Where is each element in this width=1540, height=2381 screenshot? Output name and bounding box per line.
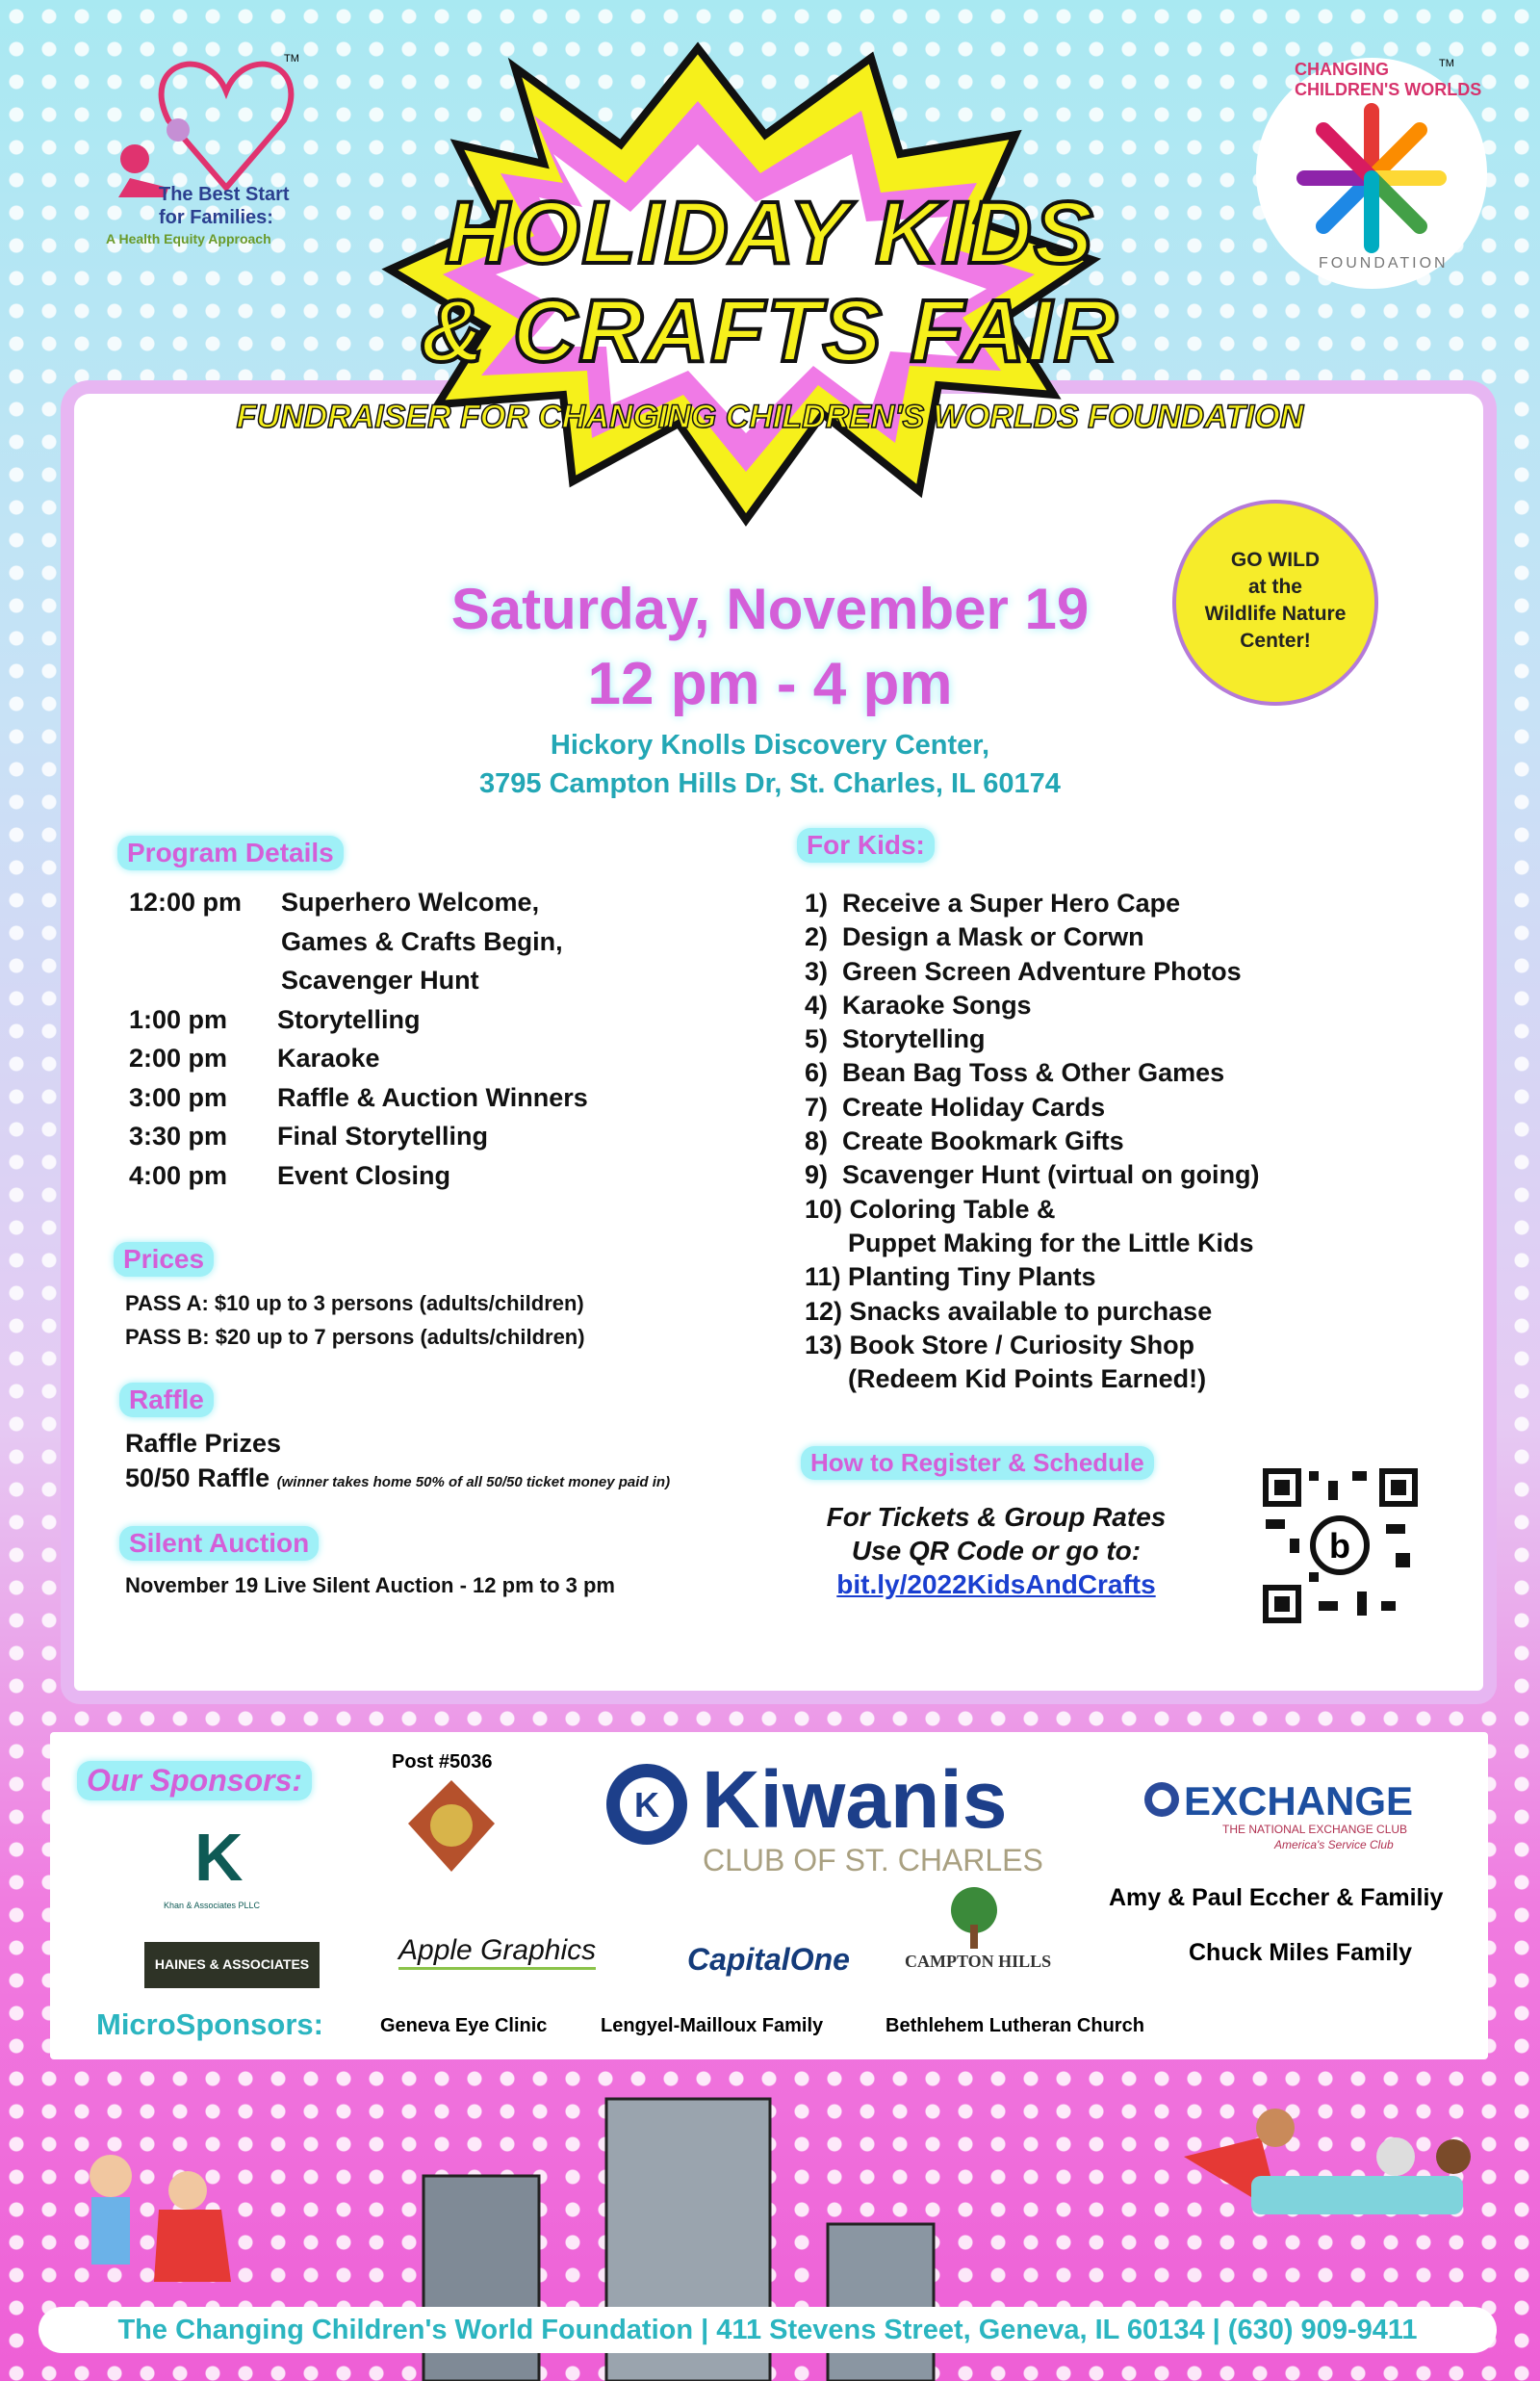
tm-mark: TM: [284, 53, 299, 65]
kiwanis-emblem-icon: [603, 1761, 690, 1848]
schedule-activity: Scavenger Hunt: [281, 966, 479, 995]
event-address: 3795 Campton Hills Dr, St. Charles, IL 60174: [479, 768, 1061, 799]
schedule-time: 3:30 pm: [129, 1122, 228, 1151]
microsponsor: Lengyel-Mailloux Family: [601, 2015, 824, 2036]
schedule-activity: Storytelling: [277, 1004, 421, 1034]
superhero-kids-icon: [43, 2137, 236, 2291]
superhero-family-icon: [1174, 2099, 1492, 2291]
pass-a: PASS A: $10 up to 3 persons (adults/children): [125, 1291, 584, 1315]
sponsors-panel: [50, 1732, 1488, 2059]
register-line2: Use QR Code or go to:: [851, 1536, 1142, 1566]
exchange-sub1: THE NATIONAL EXCHANGE CLUB: [1222, 1823, 1408, 1836]
schedule-activity: Raffle & Auction Winners: [277, 1082, 588, 1112]
apple-graphics-logo: Apple Graphics: [398, 1934, 596, 1970]
kids-list: [805, 889, 1260, 1398]
event-date: Saturday, November 19: [450, 577, 1090, 641]
auction-line: November 19 Live Silent Auction - 12 pm to 3 pm: [125, 1573, 615, 1597]
schedule-activity: Superhero Welcome,: [281, 888, 540, 917]
ccwf-foundation: FOUNDATION: [1319, 255, 1449, 272]
kids-item: 7) Create Holiday Cards: [805, 1092, 1106, 1122]
program-heading: Program Details: [117, 836, 344, 870]
best-start-line2: for Families:: [159, 207, 273, 228]
exchange-sub2: America's Service Club: [1274, 1838, 1394, 1851]
register-link[interactable]: bit.ly/2022KidsAndCrafts: [836, 1569, 1156, 1599]
kids-heading: For Kids:: [797, 828, 935, 863]
kids-item: Puppet Making for the Little Kids: [805, 1228, 1254, 1257]
kids-item: 9) Scavenger Hunt (virtual on going): [805, 1160, 1260, 1190]
kids-item: (Redeem Kid Points Earned!): [805, 1364, 1207, 1394]
badge-line2: at the: [1247, 576, 1302, 598]
ccwf-name: CHANGING CHILDREN'S WORLDS: [1295, 60, 1482, 99]
schedule-time: 4:00 pm: [129, 1160, 228, 1190]
title-line1: HOLIDAY KIDS: [445, 184, 1095, 282]
raffle-prizes: Raffle Prizes: [125, 1429, 282, 1458]
badge-line1: GO WILD: [1230, 549, 1321, 571]
schedule-activity: Final Storytelling: [277, 1122, 489, 1151]
raffle-heading: Raffle: [119, 1383, 214, 1417]
sponsor-family-1: Amy & Paul Eccher & Familiy: [1109, 1884, 1444, 1911]
subtitle: FUNDRAISER FOR CHANGING CHILDREN'S WORLDS FOUNDATION: [236, 399, 1304, 435]
qr-code-icon[interactable]: [1261, 1466, 1420, 1625]
fifty-fifty: 50/50 Raffle: [125, 1463, 270, 1492]
schedule-time: 2:00 pm: [129, 1044, 228, 1073]
kids-item: 11) Planting Tiny Plants: [805, 1262, 1096, 1292]
microsponsors-heading: MicroSponsors:: [96, 2007, 323, 2041]
kids-item: 6) Bean Bag Toss & Other Games: [805, 1058, 1225, 1088]
capital-one-logo: CapitalOne: [687, 1942, 850, 1977]
ccwf-logo: [1256, 58, 1487, 289]
fifty-note: (winner takes home 50% of all 50/50 ticket money paid in): [276, 1474, 671, 1490]
schedule-activity: Event Closing: [277, 1160, 451, 1190]
prices-heading: Prices: [114, 1242, 214, 1277]
kiwanis-logo: Kiwanis: [702, 1754, 1008, 1845]
kiwanis-sub: CLUB OF ST. CHARLES: [703, 1843, 1043, 1877]
footer-contact: The Changing Children's World Foundation | 411 Stevens Street, Geneva, IL 60134 | (630) 909-9411: [38, 2307, 1497, 2353]
microsponsor: Geneva Eye Clinic: [380, 2015, 548, 2036]
vfw-emblem-icon: [408, 1780, 495, 1872]
register-line1: For Tickets & Group Rates: [826, 1502, 1167, 1532]
schedule-activity: Karaoke: [277, 1044, 380, 1073]
kids-item: 4) Karaoke Songs: [805, 990, 1032, 1020]
khan-logo: Khan & Associates PLLC: [164, 1901, 261, 1910]
svg-text:b: b: [1329, 1526, 1350, 1566]
auction-heading: Silent Auction: [119, 1526, 319, 1561]
kids-item: 5) Storytelling: [805, 1024, 986, 1054]
tm-mark: TM: [1439, 58, 1454, 69]
kids-item: 8) Create Bookmark Gifts: [805, 1126, 1124, 1156]
schedule-time: 12:00 pm: [129, 888, 243, 917]
kids-item: 10) Coloring Table &: [805, 1194, 1056, 1224]
schedule-activity: Games & Crafts Begin,: [281, 926, 563, 956]
microsponsor: Bethlehem Lutheran Church: [886, 2015, 1144, 2036]
svg-text:K: K: [634, 1785, 659, 1825]
khan-logo-icon: K: [194, 1820, 244, 1895]
kids-item: 2) Design a Mask or Corwn: [805, 922, 1144, 952]
best-start-logo: [43, 43, 351, 265]
title-line2: & CRAFTS FAIR: [420, 282, 1120, 380]
badge-line3: Wildlife Nature: [1204, 603, 1347, 625]
haines-logo: HAINES & ASSOCIATES: [144, 1942, 320, 1988]
badge-line4: Center!: [1240, 630, 1311, 652]
sponsor-family-2: Chuck Miles Family: [1189, 1939, 1413, 1966]
event-venue: Hickory Knolls Discovery Center,: [550, 730, 990, 761]
vfw-post: Post #5036: [392, 1751, 493, 1773]
campton-hills-logo: CAMPTON HILLS: [905, 1952, 1052, 1971]
best-start-line1: The Best Start: [159, 184, 290, 205]
schedule-time: 3:00 pm: [129, 1082, 228, 1112]
pass-b: PASS B: $20 up to 7 persons (adults/children): [125, 1325, 585, 1349]
exchange-emblem-icon: [1142, 1780, 1181, 1819]
kids-item: 12) Snacks available to purchase: [805, 1296, 1213, 1326]
kids-item: 3) Green Screen Adventure Photos: [805, 956, 1242, 986]
sponsors-heading: Our Sponsors:: [77, 1761, 312, 1800]
best-start-line3: A Health Equity Approach: [106, 231, 271, 246]
exchange-logo: EXCHANGE: [1184, 1778, 1414, 1824]
heart-family-icon: [43, 43, 351, 197]
event-time: 12 pm - 4 pm: [587, 651, 953, 717]
kids-item: 13) Book Store / Curiosity Shop: [805, 1330, 1195, 1359]
kids-item: 1) Receive a Super Hero Cape: [805, 889, 1181, 918]
register-heading: How to Register & Schedule: [801, 1446, 1154, 1480]
tree-icon: [945, 1886, 1003, 1949]
schedule-time: 1:00 pm: [129, 1004, 228, 1034]
